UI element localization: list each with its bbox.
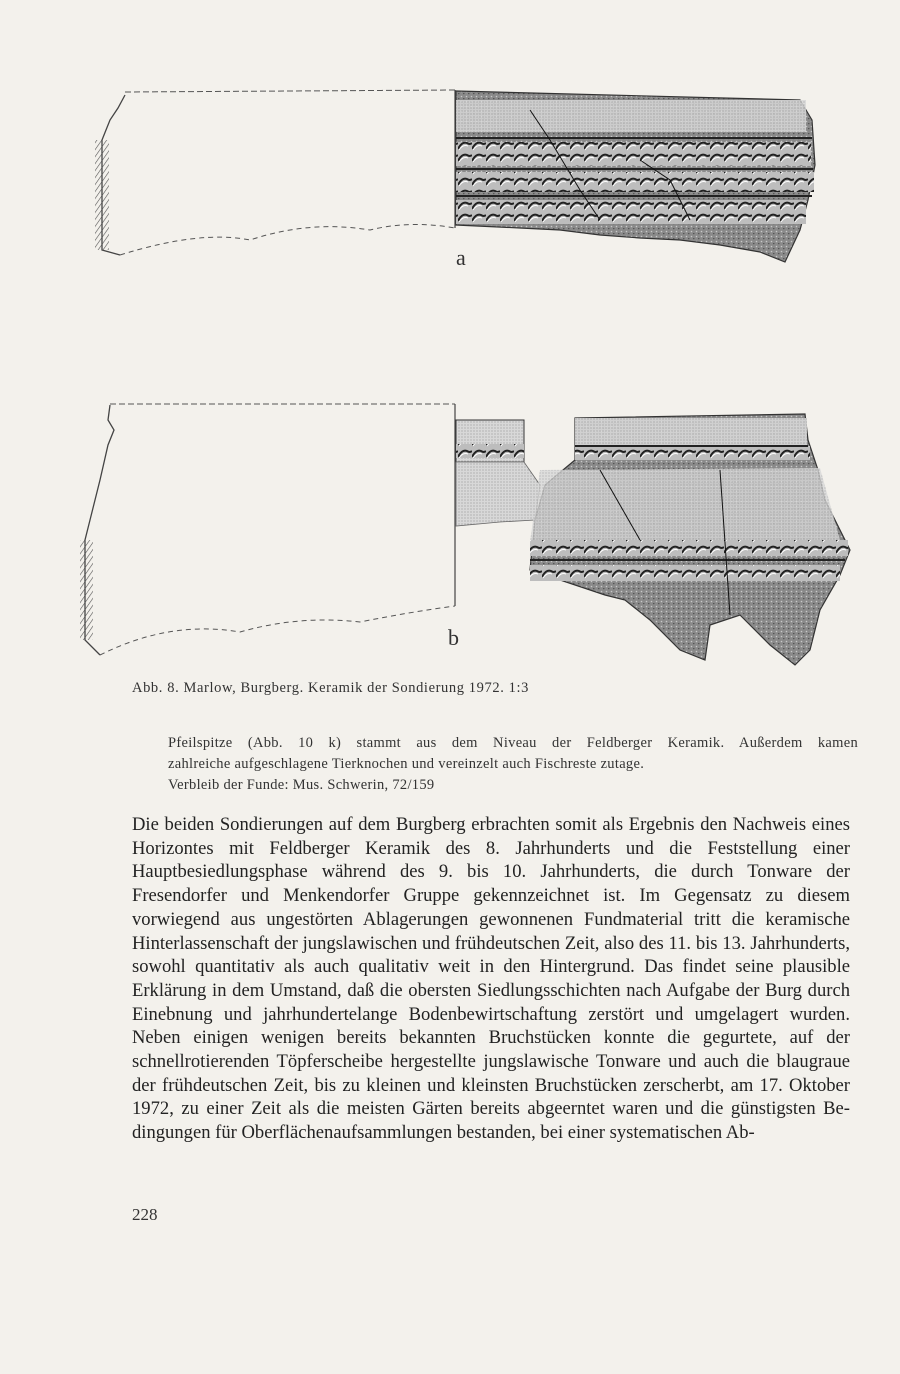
sherd-a — [102, 90, 815, 270]
pottery-drawings — [80, 80, 860, 670]
find-notes-line-1: Pfeilspitze (Abb. 10 k) stammt aus dem Niveau der Feldberger Keramik. Außerdem kamen — [168, 735, 858, 751]
find-notes-line-2: zahlreiche aufgeschlagene Tierknochen und vereinzelt auch Fischreste zutage. — [168, 756, 645, 772]
sherd-b — [85, 404, 850, 665]
body-text: Die beiden Sondierungen auf dem Burgberg erbrachten somit als Ergebnis den Nachweis eines Horizontes mit Feldberger Keramik des 8. Jahrhunderts und die Feststellung einer Hauptbesiedlungsphase während des 9. bis 10. Jahrhunderts, die durch Tonware der Fresendorfer und Menkendorfer Gruppe gekennzeichnet ist. Im Gegensatz zu diesem vorwiegend aus ungestörten Ablagerungen gewonnenen Fundmaterial tritt die keramische Hinterlassenschaft der jungslawischen und frühdeutschen Zeit, also des 11. bis 13. Jahrhunderts, sowohl quantitativ als auch qualitativ weit in den Hintergrund. Das findet seine plausible Erklärung in dem Umstand, daß die obersten Siedlungsschichten nach Aufgabe der Burg durch Einebnung und jahrhundertelange Bodenbewirtschaftung zerstört und umgelagert wurden. Neben einigen wenigen bereits bekannten Bruchstücken konnte die gegurtete, auf der schnellrotierenden Töpferscheibe hergestellte jungslawische Tonware und auch die blaugraue der frühdeutschen Zeit, bis zu kleinen und kleinsten Bruchstücken zerscherbt, am 17. Oktober 1972, zu einer Zeit als die meisten Gärten bereits abgeerntet waren und die günstigsten Bedingungen für Oberflächenaufsammlungen bestanden, bei einer systematischen Ab- — [132, 814, 850, 1144]
find-notes — [168, 733, 858, 796]
label-a: a — [456, 245, 466, 270]
find-notes-line-3: Verbleib der Funde: Mus. Schwerin, 72/159 — [168, 777, 435, 793]
figure-caption: Abb. 8. Marlow, Burgberg. Keramik der Sondierung 1972. 1:3 — [132, 680, 529, 696]
pottery-figure — [80, 80, 860, 670]
body-paragraph — [132, 813, 850, 1145]
page-number: 228 — [132, 1205, 158, 1224]
label-b: b — [448, 625, 459, 650]
